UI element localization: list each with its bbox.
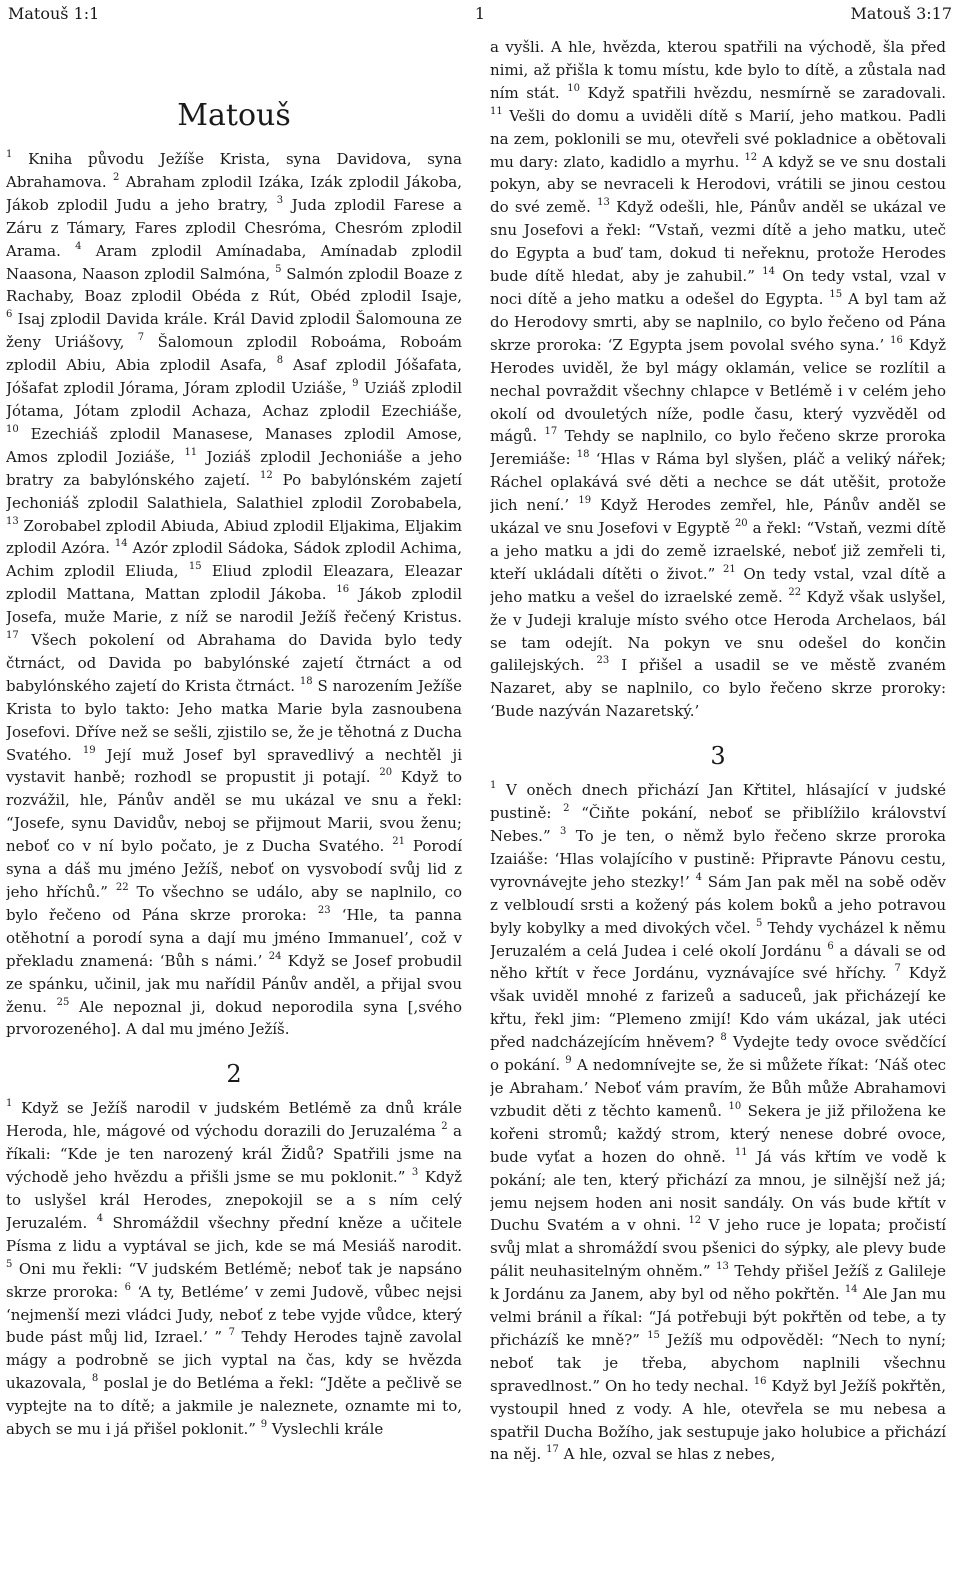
verse-continuation: a vyšli. A hle, hvězda, kterou spatřili na východě, šla před nimi, až přišla k tomu místu, kde bylo to dítě, a zůstala nad ním stát.	[490, 38, 946, 102]
verse-text: V jeho ruce je lopata; pročistí svůj mlat a shromáždí svou pšenici do sýpky, ale plevy bude pálit neuhasitelným ohněm.”	[490, 1216, 946, 1281]
verse-number: 1	[6, 1098, 13, 1110]
verse-number: 3	[276, 194, 284, 206]
verse-text: Ezechiáš zplodil Manasese, Manases zplodil Amose, Amos zplodil Joziáše,	[6, 424, 462, 466]
verse-text: A hle, ozval se hlas z nebes,	[558, 1445, 776, 1464]
verse-text: Když však uviděl mnohé z farizeů a saduceů, jak přicházejí ke křtu, řekl jim: “Plemeno zmijí! Kdo vám ukázal, jak utéci před nadcházejícím hněvem?	[490, 964, 946, 1052]
verse-text: A když se ve snu dostali pokyn, aby se nevraceli k Herodovi, vrátili se jinou cestou do své země.	[490, 152, 946, 217]
verse-number: 5	[275, 263, 282, 275]
verse-text: ‘Hle, ta panna otěhotní a porodí syna a dají mu jméno Immanuel’, což v překladu znamená: ‘Bůh s námi.’	[6, 905, 462, 970]
verse-number: 2	[563, 803, 570, 815]
verse-number: 1	[6, 149, 13, 160]
verse-text: Když to rozvážil, hle, Pánův anděl se mu ukázal ve snu a řekl: “Josefe, synu Davidův, neboj se přijmout Marii, svou ženu; neboť co v ní bylo počato, je z Ducha Svatého.	[6, 768, 462, 856]
verse-number: 24	[268, 950, 282, 962]
verse-text: Ale Jan mu velmi bránil a říkal: “Já potřebuji být pokřtěn od tebe, a ty přicházíš ke mně?”	[490, 1285, 946, 1349]
verse-number: 7	[137, 332, 145, 344]
verse-number: 11	[184, 446, 198, 458]
verse-number: 19	[578, 495, 592, 507]
verse-number: 12	[260, 469, 273, 481]
verse-number: 23	[596, 655, 610, 667]
verse-number: 8	[276, 355, 284, 367]
verse-text: Vešli do domu a uviděli dítě s Marií, jeho matkou. Padli na zem, poklonili se mu, otevřeli své pokladnice a obětovali mu dary: zlato, kadidlo a myrhu.	[490, 106, 946, 171]
verse-text: ‘Hlas v Ráma byl slyšen, pláč a veliký nářek; Ráchel oplakává své děti a nechce se dát utěšit, protože jich není.’	[490, 450, 946, 515]
verse-text: Ale nepoznal ji, dokud neporodila syna [,svého prvorozeného]. A dal mu jméno Ježíš.	[6, 997, 462, 1039]
verse-number: 2	[441, 1121, 448, 1133]
page-number: 1	[474, 4, 486, 23]
verse-text: Salmón zplodil Boaze z Rachaby, Boaz zplodil Obéda z Rút, Obéd zplodil Isaje,	[6, 264, 462, 306]
verse-number: 5	[6, 1258, 13, 1270]
verse-number: 22	[115, 882, 129, 893]
left-column	[6, 36, 462, 1576]
verse-text: Po babylónském zajetí Jechoniáš zplodil Salathiela, Salathiel zplodil Zorobabela,	[6, 470, 462, 512]
verse-number: 25	[56, 996, 70, 1008]
chapter-2-heading: 2	[226, 1060, 242, 1089]
verse-text: Tehdy přišel Ježíš z Galileje k Jordánu za Janem, aby byl od něho pokřtěn.	[490, 1262, 946, 1304]
verse-text: Šalomoun zplodil Roboáma, Roboám zplodil Abiu, Abia zplodil Asafa,	[6, 333, 462, 375]
verse-number: 6	[827, 940, 834, 952]
verse-number: 21	[722, 563, 736, 575]
verse-number: 16	[753, 1375, 767, 1387]
verse-text: a dávali se od něho křtít v řece Jordánu, vyznávajíce své hříchy.	[490, 941, 946, 983]
verse-text: Vydejte tedy ovoce svědčící o pokání.	[490, 1033, 946, 1075]
verse-number: 17	[546, 1444, 559, 1456]
verse-text: Eliud zplodil Eleazara, Eleazar zplodil Mattana, Mattan zplodil Jákoba.	[6, 562, 462, 604]
verse-text: S narozením Ježíše Krista to bylo takto: Jeho matka Marie byla zasnoubena Josefovi. Dříve než se sešli, zjistilo se, že je těhotná z Ducha Svatého.	[6, 676, 462, 764]
header-right-reference: Matouš 3:17	[850, 4, 952, 23]
verse-text: Oni mu řekli: “V judském Betlémě; neboť tak je napsáno skrze proroka:	[6, 1259, 462, 1301]
chapter-3-text	[490, 779, 946, 1466]
verse-text: Jákob zplodil Josefa, muže Marie, z níž se narodil Ježíš řečený Kristus.	[6, 585, 462, 627]
verse-text: Když Herodes zemřel, hle, Pánův anděl se ukázal ve snu Josefovi v Egyptě	[490, 496, 946, 538]
verse-text: Zorobabel zplodil Abiuda, Abiud zplodil Eljakima, Eljakim zplodil Azóra.	[6, 516, 462, 558]
verse-number: 15	[829, 288, 843, 300]
book-title: Matouš	[177, 98, 291, 133]
verse-text: Když Herodes uviděl, že byl mágy oklamán, velice se rozlítil a nechal povraždit všechny chlapce v Betlémě i v celém jeho okolí od dvouletých níže, podle času, který vyzvěděl od mágů.	[490, 335, 946, 446]
verse-number: 17	[6, 630, 19, 642]
verse-number: 7	[894, 963, 901, 975]
chapter-3-heading: 3	[710, 742, 726, 771]
right-column	[490, 36, 946, 1576]
verse-number: 3	[560, 826, 567, 837]
header-left-reference: Matouš 1:1	[8, 4, 100, 23]
verse-text: Juda zplodil Farese a Záru z Támary, Fares zplodil Chesróma, Chesróm zplodil Arama.	[6, 195, 462, 260]
verse-text: Všech pokolení od Abrahama do Davida bylo tedy čtrnáct, od Davida po babylónské zajetí čtrnáct a od babylónského zajetí do Krista čtrnáct.	[6, 631, 462, 695]
verse-number: 20	[734, 518, 748, 530]
verse-text: Asaf zplodil Jóšafata, Jóšafat zplodil Jórama, Jóram zplodil Uziáše,	[6, 356, 462, 398]
chapter-2-verses-right	[490, 84, 946, 720]
verse-text: Aram zplodil Amínadaba, Amínadab zplodil Naasona, Naason zplodil Salmóna,	[6, 241, 462, 283]
verse-text: I přišel a usadil se ve městě zvaném Nazaret, aby se naplnilo, co bylo řečeno skrze proroky: ‘Bude nazýván Nazaretský.’	[490, 656, 946, 721]
verse-text: Azór zplodil Sádoka, Sádok zplodil Achima, Achim zplodil Eliuda,	[6, 539, 462, 581]
verse-number: 13	[716, 1261, 729, 1273]
verse-number: 10	[728, 1100, 742, 1112]
verse-number: 20	[379, 767, 393, 779]
verse-number: 9	[352, 378, 359, 390]
verse-text: Ježíš mu odpověděl: “Nech to nyní; neboť tak je třeba, abychom naplnili všechnu spravedlnost.” On ho tedy nechal.	[490, 1330, 946, 1395]
verse-number: 9	[565, 1055, 572, 1067]
verse-text: Uziáš zplodil Jótama, Jótam zplodil Achaza, Achaz zplodil Ezechiáše,	[6, 379, 462, 420]
verse-number: 4	[695, 871, 702, 883]
verse-text: Tehdy Herodes tajně zavolal mágy a podrobně se jich vyptal na čas, kdy se hvězda ukazovala,	[6, 1328, 462, 1393]
verse-number: 11	[490, 105, 503, 117]
verse-number: 3	[411, 1167, 419, 1179]
verse-text: Když však uslyšel, že v Judeji kraluje místo svého otce Heroda Archelaos, bál se tam odejít. Na pokyn ve snu odešel do končin galilejských.	[490, 587, 946, 675]
verse-number: 15	[647, 1329, 660, 1341]
verse-number: 14	[762, 266, 775, 278]
verse-text: Když to uslyšel král Herodes, znepokojil se a s ním celý Jeruzalém.	[6, 1168, 462, 1232]
verse-text: To všechno se událo, aby se naplnilo, co bylo řečeno od Pána skrze proroka:	[6, 883, 462, 924]
chapter-2-text-right	[490, 36, 946, 723]
verse-number: 13	[6, 515, 19, 527]
verse-number: 14	[844, 1284, 858, 1296]
verse-number: 11	[734, 1146, 748, 1158]
verse-text: On tedy vstal, vzal dítě a jeho matku a vešel do izraelské země.	[490, 564, 946, 606]
verse-number: 18	[576, 449, 590, 461]
verse-text: a řekl: “Vstaň, vezmi dítě a jeho matku a jdi do země izraelské, neboť již zemřeli ti, kteří ukládali dítěti o život.”	[490, 519, 946, 583]
running-header	[8, 4, 952, 26]
verse-number: 4	[96, 1212, 104, 1224]
verse-text: Vyslechli krále	[267, 1420, 384, 1439]
verse-number: 14	[114, 538, 128, 550]
verse-text: Abraham zplodil Izáka, Izák zplodil Jákoba, Jákob zplodil Judu a jeho bratry,	[6, 172, 462, 214]
verse-number: 4	[75, 240, 82, 252]
verse-number: 10	[6, 423, 19, 435]
verse-text: On tedy vstal, vzal v noci dítě a jeho matku a odešel do Egypta.	[490, 267, 946, 308]
verse-text: Tehdy vycházel k němu Jeruzalém a celá Judea i celé okolí Jordánu	[490, 918, 946, 960]
verse-text: V oněch dnech přichází Jan Křtitel, hlásající v judské pustině:	[490, 781, 946, 823]
verse-text: ‘A ty, Betléme’ v zemi Judově, vůbec nejsi ‘nejmenší mezi vládci Judy, neboť z tebe vyjde vůdce, který bude pást můj lid, Izrael.’ ”	[6, 1282, 462, 1347]
verse-text: A nedomnívejte se, že si můžete říkat: ‘Náš otec je Abraham.’ Neboť vám pravím, že Bůh může Abrahamovi vzbudit děti z těchto kamenů.	[490, 1056, 946, 1120]
verse-text: Sám Jan pak měl na sobě oděv z velbloudí srsti a kožený pás kolem boků a jeho potravou byly kobylky a med divokých včel.	[490, 872, 946, 937]
verse-text: Když odešli, hle, Pánův anděl se ukázal ve snu Josefovi a řekl: “Vstaň, vezmi dítě a jeho matku, uteč do Egypta a buď tam, dokud ti neřeknu, protože Herodes bude dítě hledat, aby je zahubil.”	[490, 198, 946, 286]
verse-text: Když byl Ježíš pokřtěn, vystoupil hned z vody. A hle, otevřela se mu nebesa a spatřil Ducha Božího, jak sestupuje jako holubice a přichází na něj.	[490, 1376, 946, 1464]
verse-text: Shromáždil všechny přední kněze a učitele Písma z lidu a vyptával se jich, kde se má Mesiáš narodit.	[6, 1213, 462, 1255]
verse-text: Když se Ježíš narodil v judském Betlémě za dnů krále Heroda, hle, mágové od východu dorazili do Jeruzaléma	[6, 1099, 462, 1141]
verse-number: 12	[744, 151, 758, 163]
verse-text: Joziáš zplodil Jechoniáše a jeho bratry za babylónského zajetí.	[6, 447, 462, 489]
verse-text: “Čiňte pokání, neboť se přiblížilo království Nebes.”	[490, 804, 946, 845]
verse-number: 16	[336, 584, 350, 596]
verse-text: To je ten, o němž bylo řečeno skrze proroka Izaiáše: ‘Hlas volajícího v pustině: Připravte Pánovu cestu, vyrovnávejte jeho stezky!’	[490, 827, 946, 891]
verse-text: Kniha původu Ježíše Krista, syna Davidova, syna Abrahamova.	[6, 150, 462, 191]
verse-number: 16	[890, 334, 903, 346]
verse-number: 5	[756, 917, 763, 929]
verse-number: 18	[299, 675, 313, 687]
verse-text: Její muž Josef byl spravedlivý a nechtěl ji vystavit hanbě; rozhodl se propustit ji potají.	[6, 745, 462, 787]
verse-number: 10	[567, 82, 580, 94]
verse-number: 8	[91, 1373, 99, 1385]
verse-text: Když spatřili hvězdu, nesmírně se zaradovali.	[579, 83, 946, 102]
verse-number: 19	[82, 744, 96, 756]
chapter-1-text	[6, 148, 462, 1041]
verse-number: 12	[688, 1215, 702, 1227]
verse-text: Tehdy se naplnilo, co bylo řečeno skrze proroka Jeremiáše:	[490, 427, 946, 469]
verse-number: 21	[392, 836, 405, 848]
verse-text: a říkali: “Kde je ten narozený král Židů? Spatřili jsme na východě jeho hvězdu a přišli jsme se mu poklonit.”	[6, 1122, 462, 1187]
verse-number: 17	[544, 426, 558, 438]
verse-text: Isaj zplodil Davida krále. Král David zplodil Šalomouna ze ženy Uriášovy,	[6, 310, 462, 352]
chapter-2-text-left	[6, 1097, 462, 1441]
verse-number: 15	[188, 561, 202, 573]
verse-number: 6	[6, 309, 13, 321]
verse-number: 13	[597, 197, 610, 209]
verse-text: A byl tam až do Herodovy smrti, aby se naplnilo, co bylo řečeno od Pána skrze proroka: ‘Z Egypta jsem povolal svého syna.’	[490, 289, 946, 354]
verse-number: 2	[113, 171, 120, 183]
verse-number: 7	[228, 1327, 235, 1339]
verse-number: 8	[720, 1032, 727, 1044]
verse-text: Já vás křtím ve vodě k pokání; ale ten, který přichází za mnou, je silnější než já; jemu nejsem hoden ani nosit sandály. On vás bude křtít v Duchu Svatém a v ohni.	[490, 1147, 946, 1235]
verse-number: 1	[490, 780, 497, 792]
verse-text: Porodí syna a dáš mu jméno Ježíš, neboť on vysvobodí svůj lid z jeho hříchů.”	[6, 837, 462, 901]
verse-text: Sekera je již přiložena ke kořeni stromů; každý strom, který nenese dobré ovoce, bude vyťat a hozen do ohně.	[490, 1101, 946, 1166]
verse-number: 22	[788, 586, 802, 598]
verse-number: 6	[124, 1281, 131, 1293]
verse-number: 23	[317, 904, 331, 916]
verse-number: 9	[260, 1419, 268, 1431]
verse-text: poslal je do Betléma a řekl: “Jděte a pečlivě se vyptejte na to dítě; a jakmile je naleznete, oznamte mi to, abych se mu i já přišel poklonit.”	[6, 1374, 462, 1439]
verse-text: Když se Josef probudil ze spánku, učinil, jak mu nařídil Pánův anděl, a přijal svou ženu.	[6, 951, 462, 1016]
